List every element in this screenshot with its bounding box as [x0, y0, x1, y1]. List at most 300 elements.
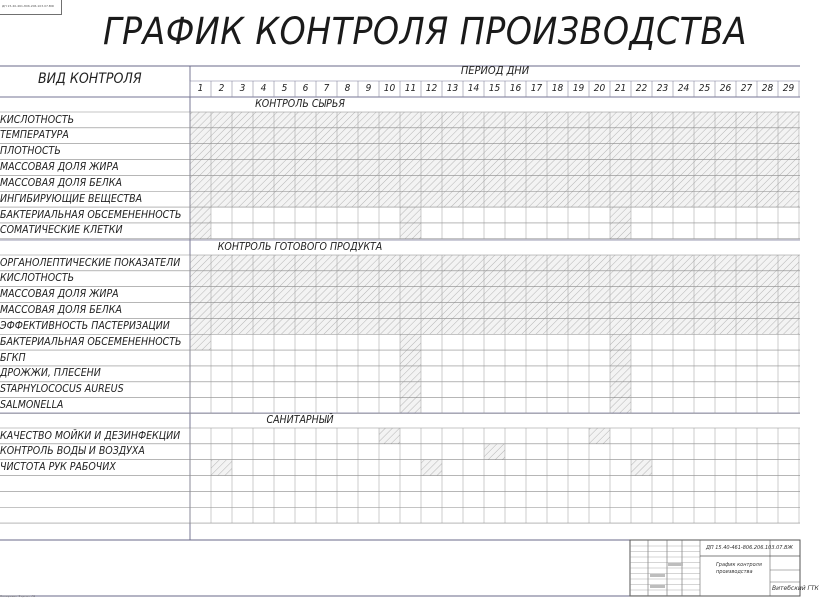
hatched-cell	[505, 287, 526, 303]
hatched-cell	[526, 318, 547, 334]
hatched-cell	[463, 303, 484, 319]
hatched-cell	[736, 303, 757, 319]
hatched-cell	[484, 287, 505, 303]
hatched-cell	[253, 303, 274, 319]
hatched-cell	[652, 287, 673, 303]
hatched-cell	[295, 271, 316, 287]
hatched-cell	[736, 112, 757, 128]
section-label-0: КОНТРОЛЬ СЫРЬЯ	[255, 98, 345, 110]
hatched-cell	[400, 207, 421, 223]
row-label: БАКТЕРИАЛЬНАЯ ОБСЕМЕНЕННОСТЬ	[0, 335, 182, 348]
hatched-cell	[400, 287, 421, 303]
hatched-cell	[253, 255, 274, 271]
hatched-cell	[316, 318, 337, 334]
row-label: ДРОЖЖИ, ПЛЕСЕНИ	[0, 367, 101, 380]
hatched-cell	[736, 160, 757, 176]
hatched-cell	[673, 128, 694, 144]
hatched-cell	[652, 175, 673, 191]
day-number-8: 8	[344, 83, 351, 94]
hatched-cell	[484, 303, 505, 319]
hatched-cell	[232, 128, 253, 144]
hatched-cell	[778, 287, 799, 303]
hatched-cell	[631, 318, 652, 334]
hatched-cell	[526, 160, 547, 176]
hatched-cell	[673, 318, 694, 334]
day-number-18: 18	[551, 83, 564, 94]
hatched-cell	[484, 175, 505, 191]
hatched-cell	[190, 207, 211, 223]
hatched-cell	[547, 318, 568, 334]
hatched-cell	[232, 303, 253, 319]
hatched-cell	[400, 223, 421, 239]
hatched-cell	[778, 160, 799, 176]
hatched-cell	[190, 175, 211, 191]
hatched-cell	[484, 191, 505, 207]
hatched-cell	[358, 303, 379, 319]
hatched-cell	[484, 144, 505, 160]
day-number-19: 19	[572, 83, 585, 94]
hatched-cell	[610, 350, 631, 366]
hatched-cell	[715, 128, 736, 144]
hatched-cell	[442, 255, 463, 271]
hatched-cell	[442, 175, 463, 191]
hatched-cell	[589, 191, 610, 207]
hatched-cell	[400, 175, 421, 191]
hatched-cell	[274, 144, 295, 160]
hatched-cell	[631, 460, 652, 476]
hatched-cell	[400, 191, 421, 207]
day-number-23: 23	[656, 83, 669, 94]
row-label: STAPHYLOCOCUS AUREUS	[0, 383, 124, 396]
row-label: БАКТЕРИАЛЬНАЯ ОБСЕМЕНЕННОСТЬ	[0, 208, 182, 221]
hatched-cell	[295, 144, 316, 160]
hatched-cell	[442, 271, 463, 287]
hatched-cell	[736, 191, 757, 207]
hatched-cell	[190, 334, 211, 350]
hatched-cell	[379, 428, 400, 444]
hatched-cell	[694, 287, 715, 303]
hatched-cell	[379, 175, 400, 191]
hatched-cell	[673, 112, 694, 128]
title-block-name-line2: производства	[716, 569, 753, 575]
day-number-16: 16	[509, 83, 522, 94]
hatched-cell	[463, 287, 484, 303]
hatched-cell	[736, 255, 757, 271]
hatched-cell	[652, 318, 673, 334]
hatched-cell	[463, 271, 484, 287]
hatched-cell	[652, 271, 673, 287]
hatched-cell	[736, 144, 757, 160]
hatched-cell	[526, 144, 547, 160]
day-number-12: 12	[425, 83, 438, 94]
hatched-cell	[652, 128, 673, 144]
hatched-cell	[589, 128, 610, 144]
hatched-cell	[379, 128, 400, 144]
section-label-2: САНИТАРНЫЙ	[266, 414, 334, 426]
row-label: ОРГАНОЛЕПТИЧЕСКИЕ ПОКАЗАТЕЛИ	[0, 256, 181, 269]
row-label: КИСЛОТНОСТЬ	[0, 272, 75, 285]
hatched-cell	[715, 271, 736, 287]
hatched-cell	[400, 255, 421, 271]
hatched-cell	[295, 112, 316, 128]
hatched-cell	[715, 160, 736, 176]
hatched-cell	[610, 255, 631, 271]
section-label-1: КОНТРОЛЬ ГОТОВОГО ПРОДУКТА	[217, 241, 383, 253]
day-number-17: 17	[530, 83, 543, 94]
hatched-cell	[337, 144, 358, 160]
hatched-cell	[211, 175, 232, 191]
day-number-14: 14	[467, 83, 480, 94]
hatched-cell	[526, 112, 547, 128]
hatched-cell	[400, 303, 421, 319]
hatched-cell	[400, 382, 421, 398]
hatched-cell	[400, 398, 421, 414]
hatched-cell	[694, 175, 715, 191]
hatched-cell	[316, 160, 337, 176]
hatched-cell	[694, 318, 715, 334]
hatched-cell	[526, 175, 547, 191]
hatched-cell	[379, 303, 400, 319]
hatched-cell	[526, 287, 547, 303]
hatched-cell	[715, 175, 736, 191]
hatched-cell	[568, 112, 589, 128]
hatched-cell	[274, 175, 295, 191]
hatched-cell	[421, 112, 442, 128]
hatched-cell	[463, 112, 484, 128]
hatched-cell	[568, 271, 589, 287]
day-number-20: 20	[593, 83, 606, 94]
hatched-cell	[778, 303, 799, 319]
hatched-cell	[526, 128, 547, 144]
hatched-cell	[568, 255, 589, 271]
hatched-cell	[778, 144, 799, 160]
title-block-signature	[650, 574, 665, 577]
hatched-cell	[631, 271, 652, 287]
type-column-header: ВИД КОНТРОЛЯ	[38, 71, 142, 87]
row-label: ЭФФЕКТИВНОСТЬ ПАСТЕРИЗАЦИИ	[0, 319, 170, 332]
day-number-29: 29	[782, 83, 795, 94]
hatched-cell	[589, 303, 610, 319]
hatched-cell	[316, 144, 337, 160]
hatched-cell	[190, 112, 211, 128]
row-label: SALMONELLA	[0, 399, 64, 412]
day-number-10: 10	[383, 83, 396, 94]
hatched-cell	[421, 287, 442, 303]
day-number-21: 21	[614, 83, 627, 94]
hatched-cell	[589, 144, 610, 160]
hatched-cell	[757, 287, 778, 303]
hatched-cell	[652, 191, 673, 207]
hatched-cell	[778, 255, 799, 271]
hatched-cell	[610, 160, 631, 176]
hatched-cell	[190, 223, 211, 239]
hatched-cell	[379, 191, 400, 207]
hatched-cell	[526, 303, 547, 319]
hatched-cell	[358, 287, 379, 303]
hatched-cell	[211, 303, 232, 319]
hatched-cell	[337, 175, 358, 191]
hatched-cell	[589, 287, 610, 303]
hatched-cell	[232, 144, 253, 160]
hatched-cell	[316, 191, 337, 207]
hatched-cell	[715, 144, 736, 160]
hatched-cell	[505, 303, 526, 319]
hatched-cell	[757, 128, 778, 144]
hatched-cell	[463, 160, 484, 176]
hatched-cell	[400, 112, 421, 128]
title-block-org: Витебский ГТК	[772, 585, 819, 592]
hatched-cell	[358, 271, 379, 287]
hatched-cell	[778, 128, 799, 144]
day-number-3: 3	[239, 83, 246, 94]
day-number-4: 4	[260, 83, 267, 94]
hatched-cell	[442, 318, 463, 334]
hatched-cell	[337, 255, 358, 271]
hatched-cell	[610, 207, 631, 223]
hatched-cell	[778, 175, 799, 191]
hatched-cell	[211, 318, 232, 334]
hatched-cell	[589, 318, 610, 334]
hatched-cell	[211, 287, 232, 303]
hatched-cell	[568, 303, 589, 319]
hatched-cell	[232, 160, 253, 176]
hatched-cell	[358, 160, 379, 176]
hatched-cell	[778, 112, 799, 128]
hatched-cell	[631, 175, 652, 191]
hatched-cell	[442, 112, 463, 128]
hatched-cell	[715, 303, 736, 319]
hatched-cell	[253, 128, 274, 144]
hatched-cell	[400, 366, 421, 382]
hatched-cell	[736, 287, 757, 303]
hatched-cell	[400, 318, 421, 334]
hatched-cell	[463, 144, 484, 160]
hatched-cell	[316, 175, 337, 191]
hatched-cell	[673, 160, 694, 176]
hatched-cell	[295, 160, 316, 176]
hatched-cell	[421, 191, 442, 207]
footer-note: Копировал Формат А1	[0, 594, 36, 598]
hatched-cell	[484, 255, 505, 271]
hatched-cell	[694, 255, 715, 271]
hatched-cell	[211, 255, 232, 271]
hatched-cell	[484, 444, 505, 460]
hatched-cell	[484, 112, 505, 128]
hatched-cell	[295, 287, 316, 303]
hatched-cell	[547, 303, 568, 319]
hatched-cell	[505, 144, 526, 160]
hatched-cell	[757, 255, 778, 271]
hatched-cell	[442, 303, 463, 319]
hatched-cell	[568, 160, 589, 176]
hatched-cell	[295, 255, 316, 271]
hatched-cell	[442, 144, 463, 160]
hatched-cell	[274, 303, 295, 319]
hatched-cell	[547, 128, 568, 144]
hatched-cell	[274, 112, 295, 128]
hatched-cell	[190, 160, 211, 176]
hatched-cell	[652, 144, 673, 160]
hatched-cell	[421, 303, 442, 319]
hatched-cell	[589, 112, 610, 128]
hatched-cell	[211, 271, 232, 287]
hatched-cell	[757, 271, 778, 287]
hatched-cell	[295, 191, 316, 207]
day-number-11: 11	[404, 83, 417, 94]
hatched-cell	[610, 398, 631, 414]
row-label: МАССОВАЯ ДОЛЯ ЖИРА	[0, 161, 119, 174]
hatched-cell	[652, 160, 673, 176]
row-label: ЧИСТОТА РУК РАБОЧИХ	[0, 461, 116, 474]
hatched-cell	[547, 255, 568, 271]
hatched-cell	[694, 144, 715, 160]
hatched-cell	[568, 191, 589, 207]
title-block-signature	[650, 585, 665, 588]
hatched-cell	[337, 271, 358, 287]
hatched-cell	[190, 303, 211, 319]
hatched-cell	[757, 144, 778, 160]
hatched-cell	[316, 255, 337, 271]
hatched-cell	[484, 128, 505, 144]
hatched-cell	[232, 318, 253, 334]
row-label: БГКП	[0, 351, 26, 364]
hatched-cell	[253, 144, 274, 160]
hatched-cell	[631, 144, 652, 160]
hatched-cell	[736, 128, 757, 144]
hatched-cell	[316, 303, 337, 319]
day-number-28: 28	[761, 83, 774, 94]
hatched-cell	[757, 175, 778, 191]
hatched-cell	[547, 191, 568, 207]
hatched-cell	[652, 255, 673, 271]
hatched-cell	[379, 287, 400, 303]
hatched-cell	[463, 255, 484, 271]
hatched-cell	[274, 271, 295, 287]
hatched-cell	[610, 382, 631, 398]
day-number-27: 27	[740, 83, 753, 94]
hatched-cell	[337, 160, 358, 176]
hatched-cell	[526, 191, 547, 207]
hatched-cell	[337, 128, 358, 144]
hatched-cell	[505, 318, 526, 334]
hatched-cell	[547, 287, 568, 303]
hatched-cell	[505, 128, 526, 144]
hatched-cell	[589, 175, 610, 191]
row-label: КИСЛОТНОСТЬ	[0, 113, 75, 126]
row-label: ПЛОТНОСТЬ	[0, 145, 61, 158]
hatched-cell	[358, 318, 379, 334]
title-block-doc-code: ДП 15.40-461-806.206.103.07.ВЖ	[706, 545, 793, 551]
hatched-cell	[358, 255, 379, 271]
hatched-cell	[694, 271, 715, 287]
hatched-cell	[358, 175, 379, 191]
hatched-cell	[400, 160, 421, 176]
hatched-cell	[190, 287, 211, 303]
day-number-2: 2	[218, 83, 225, 94]
hatched-cell	[379, 271, 400, 287]
hatched-cell	[589, 271, 610, 287]
hatched-cell	[505, 175, 526, 191]
hatched-cell	[568, 287, 589, 303]
hatched-cell	[358, 144, 379, 160]
hatched-cell	[190, 144, 211, 160]
hatched-cell	[778, 271, 799, 287]
day-number-24: 24	[677, 83, 690, 94]
hatched-cell	[379, 112, 400, 128]
hatched-cell	[253, 175, 274, 191]
hatched-cell	[547, 144, 568, 160]
hatched-cell	[631, 112, 652, 128]
hatched-cell	[631, 255, 652, 271]
hatched-cell	[610, 318, 631, 334]
hatched-cell	[610, 366, 631, 382]
hatched-cell	[463, 175, 484, 191]
hatched-cell	[421, 460, 442, 476]
title-block-name-line1: График контроля	[716, 562, 762, 568]
day-number-6: 6	[302, 83, 309, 94]
hatched-cell	[190, 191, 211, 207]
hatched-cell	[253, 160, 274, 176]
hatched-cell	[694, 303, 715, 319]
hatched-cell	[253, 112, 274, 128]
hatched-cell	[505, 160, 526, 176]
hatched-cell	[757, 112, 778, 128]
hatched-cell	[589, 255, 610, 271]
hatched-cell	[190, 318, 211, 334]
page-title: ГРАФИК КОНТРОЛЯ ПРОИЗВОДСТВА	[102, 10, 747, 53]
hatched-cell	[610, 223, 631, 239]
hatched-cell	[526, 271, 547, 287]
hatched-cell	[442, 128, 463, 144]
hatched-cell	[442, 191, 463, 207]
hatched-cell	[757, 303, 778, 319]
hatched-cell	[295, 303, 316, 319]
hatched-cell	[379, 318, 400, 334]
hatched-cell	[337, 191, 358, 207]
hatched-cell	[253, 287, 274, 303]
row-label: КАЧЕСТВО МОЙКИ И ДЕЗИНФЕКЦИИ	[0, 429, 181, 442]
hatched-cell	[715, 255, 736, 271]
hatched-cell	[673, 175, 694, 191]
hatched-cell	[673, 303, 694, 319]
hatched-cell	[274, 128, 295, 144]
hatched-cell	[337, 287, 358, 303]
hatched-cell	[211, 160, 232, 176]
hatched-cell	[736, 318, 757, 334]
period-header: ПЕРИОД ДНИ	[460, 64, 530, 77]
hatched-cell	[778, 318, 799, 334]
hatched-cell	[673, 191, 694, 207]
day-number-1: 1	[197, 83, 204, 94]
hatched-cell	[211, 191, 232, 207]
hatched-cell	[589, 160, 610, 176]
hatched-cell	[232, 112, 253, 128]
title-block-signature	[668, 563, 683, 566]
row-label: МАССОВАЯ ДОЛЯ ЖИРА	[0, 288, 119, 301]
hatched-cell	[379, 144, 400, 160]
hatched-cell	[757, 191, 778, 207]
hatched-cell	[337, 112, 358, 128]
hatched-cell	[736, 175, 757, 191]
hatched-cell	[652, 303, 673, 319]
hatched-cell	[778, 191, 799, 207]
hatched-cell	[652, 112, 673, 128]
hatched-cell	[610, 303, 631, 319]
day-number-9: 9	[365, 83, 372, 94]
hatched-cell	[190, 128, 211, 144]
day-number-5: 5	[281, 83, 288, 94]
hatched-cell	[358, 112, 379, 128]
